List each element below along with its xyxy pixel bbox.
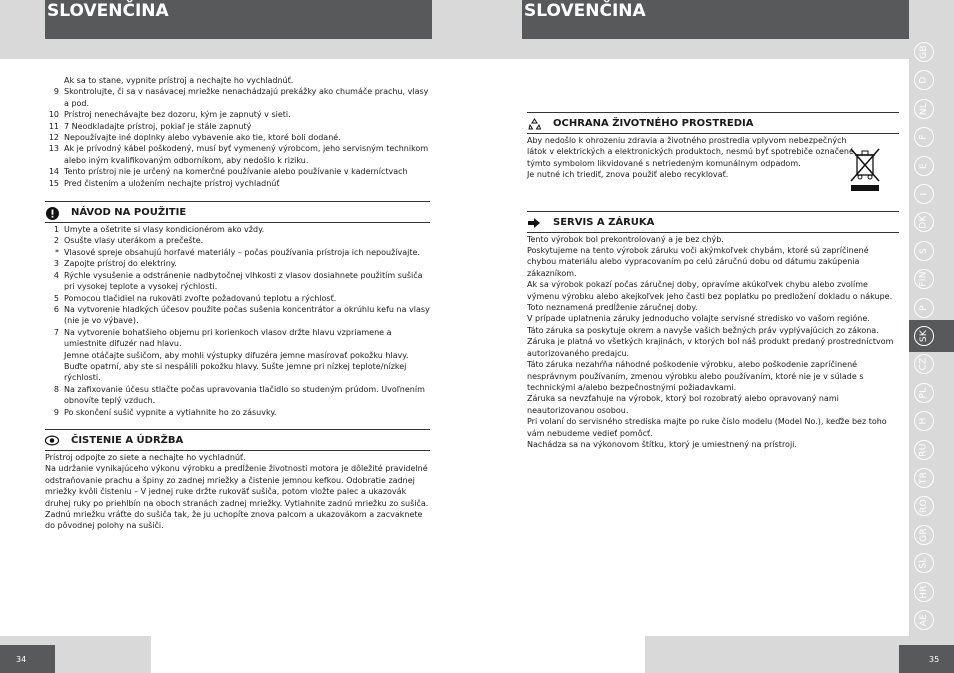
paragraph: Pri volaní do servisného strediska majte po ruke číslo modelu (Model No.), keďže bez toho vám nebudeme vedieť pomôcť. <box>527 417 887 438</box>
item-number: 2 <box>53 236 59 246</box>
item-text: Pomocou tlačidiel na rukoväti zvoľte požadovanú teplotu a rýchlosť. <box>64 293 337 303</box>
environment-heading <box>527 112 899 134</box>
language-tab-nl[interactable] <box>914 99 934 119</box>
cleaning-heading <box>45 429 430 451</box>
paragraph: Zadnú mriežku vráťte do sušiča tak, že ju uchopíte znova palcom a ukazovákom a zacvaknete do pôvodnej polohy na sušiči. <box>45 510 423 531</box>
language-tab-label: SL <box>918 557 929 569</box>
item-number: 6 <box>53 304 59 314</box>
language-tab-label: RU <box>918 442 929 457</box>
list-item <box>45 235 430 246</box>
item-text: Ak sa to stane, vypnite prístroj a nechajte ho vychladnúť. <box>64 76 294 85</box>
list-item <box>45 121 430 132</box>
item-text: Umyte a ošetrite si vlasy kondicionérom ako vždy. <box>64 225 265 235</box>
safety-continuation-list <box>45 75 430 189</box>
item-number: 12 <box>48 133 59 143</box>
item-text: Skontrolujte, či sa v nasávacej mriežke nenachádzajú prekážky ako chumáče prachu, vlasy a pod. <box>64 87 429 108</box>
warranty-text <box>527 234 899 451</box>
paragraph: V prípade uplatnenia záruky jednoducho volajte servisné stredisko vo vašom regióne. <box>527 314 870 324</box>
crossed-out-bin-icon <box>847 147 883 193</box>
list-item <box>45 407 430 418</box>
item-number: 15 <box>48 178 59 188</box>
item-number: 9 <box>53 87 59 97</box>
usage-list <box>45 224 430 418</box>
language-tab-label: I <box>919 192 929 196</box>
language-tab-e[interactable] <box>914 156 934 176</box>
item-text: Po skončení sušič vypnite a vytiahnite ho zo zásuvky. <box>64 407 277 417</box>
list-item <box>45 304 430 327</box>
item-number: 8 <box>53 384 59 394</box>
language-tab-label: H <box>918 417 929 425</box>
item-text: Vlasové spreje obsahujú horľavé materiály – počas používania prístroja ich nepoužívajte. <box>64 247 420 257</box>
item-text: Zapojte prístroj do elektriny. <box>64 259 177 269</box>
language-tab-pl[interactable] <box>914 383 934 403</box>
language-tab-label: AE <box>918 613 929 627</box>
list-item <box>45 143 430 166</box>
recycle-icon <box>527 117 541 131</box>
list-item <box>45 384 430 407</box>
language-tab-label: GB <box>919 45 929 59</box>
item-number: 3 <box>53 259 59 269</box>
language-tab-ae[interactable] <box>914 610 934 630</box>
warranty-heading-text: SERVIS A ZÁRUKA <box>553 216 655 228</box>
item-text: Ak je prívodný kábel poškodený, musí byť vymenený výrobcom, jeho servisným technikom alebo iným kvalifikovaným odborníkom, aby nedošlo k riziku. <box>64 144 429 165</box>
language-tab-hr[interactable] <box>914 582 934 602</box>
item-number <box>45 350 64 384</box>
paragraph: Toto neznamená predĺženie záručnej doby. <box>527 303 698 313</box>
item-number: 4 <box>53 270 59 280</box>
item-number: 10 <box>48 110 59 120</box>
paragraph: Prístroj odpojte zo siete a nechajte ho vychladnúť. <box>45 452 246 462</box>
left-column <box>45 75 430 532</box>
exclamation-icon <box>45 206 59 220</box>
language-tab-label: HR <box>919 584 929 599</box>
language-tab-label: GR <box>918 527 929 542</box>
item-number: 5 <box>53 293 59 303</box>
item-text: Na zafixovanie účesu stlačte počas upravovania tlačidlo so studeným prúdom. Uvoľnením obnovíte teplý vzduch. <box>64 384 425 406</box>
paragraph: Poskytujeme na tento výrobok záruku voči akýmkoľvek chybám, ktoré sú zapríčinené chybou materiálu alebo vypracovaním po celú záručnú dobu od dátumu zakúpenia zákazníkom. <box>527 246 869 278</box>
language-tab-i[interactable] <box>914 184 934 204</box>
language-tab-ru[interactable] <box>914 440 934 460</box>
right-page-title: SLOVENČINA <box>522 0 909 39</box>
language-tab-label: RO <box>919 499 929 514</box>
list-item <box>45 75 430 86</box>
paragraph: Ak sa výrobok pokazí počas záručnej doby, opravíme akúkoľvek chybu alebo zvolíme výmenu výrobku alebo akejkoľvek jeho časti bez poplatku po predložení dokladu o nákupe. <box>527 280 893 301</box>
paragraph: Je nutné ich triediť, znova použiť alebo recyklovať. <box>527 170 729 180</box>
item-number: * <box>55 247 59 257</box>
language-tab-s[interactable] <box>914 241 934 261</box>
item-text: Prístroj nenechávajte bez dozoru, kým je zapnutý v sieti. <box>64 110 291 120</box>
list-item <box>45 132 430 143</box>
language-tab-label: SK <box>919 329 929 343</box>
list-item <box>45 224 430 235</box>
item-text: Rýchle vysušenie a odstránenie nadbytočnej vlhkosti z vlasov dosiahnete použitím sušiča pri vysokej teplote a vysokej rýchlosti. <box>64 270 423 292</box>
language-tab-label: FIN <box>919 271 929 287</box>
language-tab-label: DK <box>919 215 929 230</box>
language-tab-label: TR <box>918 471 929 485</box>
left-page-number: 34 <box>0 645 55 673</box>
arrow-right-icon <box>527 216 541 230</box>
list-item <box>45 270 430 293</box>
language-tab-p[interactable] <box>914 298 934 318</box>
language-tab-label: NL <box>918 102 929 115</box>
item-text: Tento prístroj nie je určený na komerčné používanie alebo používanie v kaderníctvach <box>64 167 408 177</box>
item-number: 7 <box>53 327 59 337</box>
language-tab-label: CZ <box>919 357 929 371</box>
paragraph: Táto záruka sa poskytuje okrem a navyše vašich bežných práv vyplývajúcich zo zákona. <box>527 325 879 335</box>
language-tab-label: S <box>918 247 929 254</box>
paragraph: Záruka sa nevzťahuje na výrobok, ktorý bol rozobratý alebo opravovaný nami neautorizovanou osobou. <box>527 394 839 415</box>
paragraph: Nachádza sa na výkonovom štítku, ktorý je umiestnený na prístroji. <box>527 439 797 449</box>
list-item <box>45 258 430 269</box>
environment-heading-text: OCHRANA ŽIVOTNÉHO PROSTREDIA <box>553 118 754 130</box>
cleaning-text <box>45 452 430 532</box>
eye-icon <box>45 434 59 448</box>
language-tab-label: E <box>919 162 929 169</box>
language-tab-label: PL <box>918 387 929 399</box>
right-page-number: 35 <box>899 645 954 673</box>
list-item <box>45 327 430 350</box>
warranty-heading <box>527 211 899 233</box>
environment-text <box>527 135 867 181</box>
item-number: 1 <box>53 225 59 235</box>
list-item <box>45 247 430 258</box>
item-number: 13 <box>48 144 59 154</box>
item-number: 14 <box>48 167 59 177</box>
language-tab-label: P <box>918 304 929 311</box>
language-tab-tr[interactable] <box>914 468 934 488</box>
item-number: 11 <box>48 121 59 131</box>
right-column <box>527 112 899 450</box>
language-tab-gr[interactable] <box>914 525 934 545</box>
list-item <box>45 86 430 109</box>
language-tab-sk[interactable] <box>914 326 934 346</box>
left-page-title: SLOVENČINA <box>45 0 432 39</box>
item-number <box>45 75 64 86</box>
item-text: Osušte vlasy uterákom a prečešte. <box>64 236 204 246</box>
cleaning-heading-text: ČISTENIE A ÚDRŽBA <box>71 435 184 447</box>
item-text: Na vytvorenie bohatšieho objemu pri korienkoch vlasov držte hlavu vzpriamene a umiestnite difuzér nad hlavu. <box>64 327 392 349</box>
list-item <box>45 178 430 189</box>
paragraph: Táto záruka nezahŕňa náhodné poškodenie výrobku, alebo poškodenie zapríčinené nesprávnym používaním, zmenou výrobku alebo používaním, ktoré nie je v súlade s technickými a/alebo bezpečnostnými požiadavkami. <box>527 360 864 392</box>
list-item <box>45 166 430 177</box>
language-tab-label: D <box>918 76 929 85</box>
usage-heading-text: NÁVOD NA POUŽITIE <box>71 207 187 219</box>
language-tab-label: F <box>918 134 929 140</box>
list-item <box>45 109 430 120</box>
item-number: 9 <box>53 407 59 417</box>
paragraph: Na udržanie vynikajúceho výkonu výrobku a predĺženie životnosti motora je dôležité pravidelné odstraňovanie prachu a špiny zo zadnej mriežky a čistenie jemnou kefkou. Odobratie zadnej mriežky kvôli čisteniu – V jednej ruke držte rukoväť sušiča, potom vložte palec a ukazovák druhej ruky po priehlbín na oboch stranách zadnej mriežky. Vytiahnite zadnú mriežku zo sušiča. <box>45 464 429 508</box>
paragraph: Tento výrobok bol prekontrolovaný a je bez chýb. <box>527 234 724 244</box>
list-item <box>45 350 430 384</box>
item-text: Pred čistením a uložením nechajte prístroj vychladnúť <box>64 178 280 188</box>
paragraph: Záruka je platná vo všetkých krajinách, v ktorých bol náš produkt predaný prostredníctvom autorizovaného predajcu. <box>527 337 894 358</box>
item-text: Na vytvorenie hladkých účesov použite počas sušenia koncentrátor a okrúhlu kefu na vlasy (nie je vo výbave). <box>64 304 430 326</box>
list-item <box>45 293 430 304</box>
paragraph: Aby nedošlo k ohrozeniu zdravia a životného prostredia vplyvom nebezpečných látok v elektrických a elektronických produktoch, nesmú byť spotrebiče označené týmto symbolom likvidované s netriedeným komunálnym odpadom. <box>527 136 854 168</box>
usage-heading <box>45 201 430 223</box>
item-text: Nepoužívajte iné doplnky alebo vybavenie ako tie, ktoré boli dodané. <box>64 133 341 143</box>
language-tab-gb[interactable] <box>914 42 934 62</box>
item-text: 7 Neodkladajte prístroj, pokiaľ je stále zapnutý <box>64 121 252 131</box>
item-text: Jemne otáčajte sušičom, aby mohli výstupky difuzéra jemne masírovať pokožku hlavy. Buďte opatrní, aby ste si nespálili pokožku hlavy. Sušte jemne pri nízkej teplote/nízkej rýchlosti. <box>64 350 409 383</box>
